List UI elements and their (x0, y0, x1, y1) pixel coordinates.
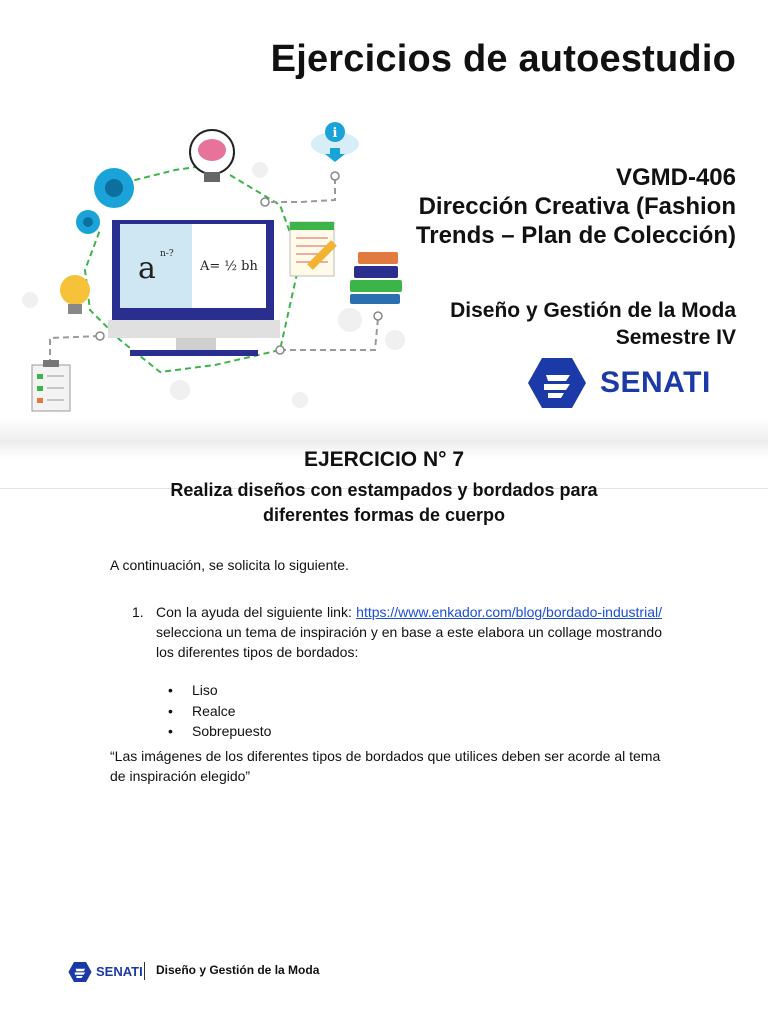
idea-brain-icon (190, 130, 234, 182)
exercise-subtitle-line1: Realiza diseños con estampados y bordados para (170, 480, 598, 500)
program-name: Diseño y Gestión de la Moda (450, 299, 736, 322)
exercise-subtitle-line2: diferentes formas de cuerpo (262, 505, 506, 525)
course-name-line1: Dirección Creativa (Fashion (418, 193, 736, 220)
enkador-link[interactable]: https://www.enkador.com/blog/bordado-industrial/ (356, 604, 662, 620)
footer-logo-text: SENATI (96, 964, 143, 979)
footer-logo-icon (68, 962, 92, 982)
footer-program: Diseño y Gestión de la Moda (156, 963, 320, 977)
cloud-info-icon (311, 122, 359, 162)
item-text-after: selecciona un tema de inspiración y en base a este elabora un collage mostrando los diferentes tipos de bordados: (156, 624, 662, 660)
program-info (450, 297, 736, 351)
semester: Semestre IV (615, 326, 736, 349)
page-title: Ejercicios de autoestudio (270, 38, 736, 80)
embroidery-types-list (168, 680, 271, 742)
formula-a: a (138, 251, 156, 286)
item-number: 1. (132, 604, 144, 620)
instruction-item (110, 602, 662, 662)
senati-logo-icon (528, 358, 586, 408)
item-text-before: Con la ayuda del siguiente link: (156, 604, 357, 620)
lightbulb-icon (60, 275, 90, 314)
checklist-icon (32, 360, 70, 411)
list-item: • Realce (168, 702, 236, 719)
page-footer (68, 960, 388, 984)
cover-header (0, 0, 768, 489)
list-item: • Sobrepuesto (168, 723, 272, 739)
course-name-line2: Trends – Plan de Colección) (415, 222, 736, 249)
monitor-icon (108, 220, 280, 356)
exercise-subtitle (120, 478, 648, 528)
note-quote: “Las imágenes de los diferentes tipos de bordados que utilices deben ser acorde al tema de inspiración elegido” (110, 748, 661, 784)
footer-divider (144, 962, 145, 980)
formula-area: A= ½ bh (200, 259, 258, 274)
exercise-title: EJERCICIO N° 7 (303, 448, 465, 471)
senati-logo-text: SENATI (600, 366, 711, 399)
course-info (416, 163, 736, 250)
course-code: VGMD-406 (615, 164, 736, 191)
notepad-icon (290, 222, 337, 276)
senati-logo (528, 358, 728, 412)
intro-text: A continuación, se solicita lo siguiente. (110, 557, 349, 573)
list-item: • Liso (168, 682, 218, 698)
study-illustration (0, 110, 420, 430)
formula-exp: n-? (160, 249, 174, 259)
books-icon (350, 252, 402, 304)
svg-text:i: i (332, 126, 338, 141)
